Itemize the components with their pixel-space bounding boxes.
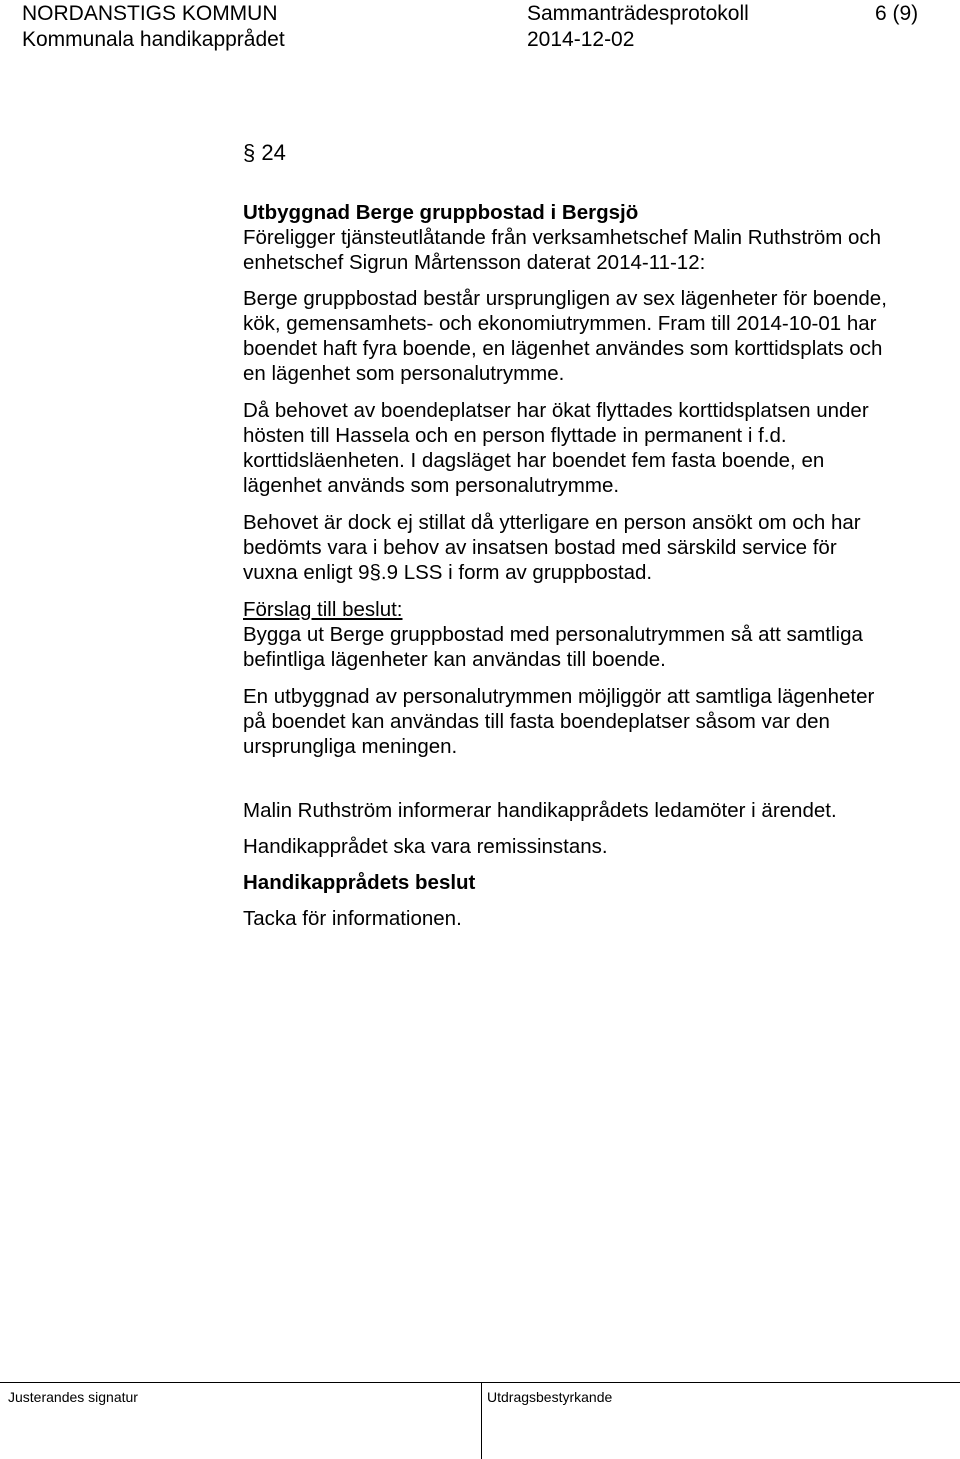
paragraph-line: hösten till Hassela och en person flyttade in permanent i f.d. [243,424,787,447]
paragraph-line: lägenhet används som personalutrymme. [243,474,620,497]
paragraph-line: en lägenhet som personalutrymme. [243,362,565,385]
section-title: Utbyggnad Berge gruppbostad i Bergsjö [243,201,639,224]
header-doc-type: Sammanträdesprotokoll [527,2,749,25]
paragraph-line: på boendet kan användas till fasta boendeplatser såsom var den [243,710,830,733]
paragraph-line: Berge gruppbostad består ursprungligen av sex lägenheter för boende, [243,287,887,310]
footer-certification-label: Utdragsbestyrkande [487,1389,613,1405]
paragraph-line: Då behovet av boendeplatser har ökat flyttades korttidsplatsen under [243,399,869,422]
paragraph-line: vuxna enligt 9§.9 LSS i form av gruppbostad. [243,561,653,584]
paragraph-line: ursprungliga meningen. [243,735,458,758]
proposal-line: befintliga lägenheter kan användas till boende. [243,648,666,671]
intro-line: enhetschef Sigrun Mårtensson daterat 2014-11-12: [243,251,706,274]
header-body-name: Kommunala handikapprådet [22,28,285,51]
section-number [243,140,286,166]
paragraph-line: Behovet är dock ej stillat då ytterligare en person ansökt om och har [243,511,861,534]
intro-line: Föreligger tjänsteutlåtande från verksamhetschef Malin Ruthström och [243,226,882,249]
section-sign: § [243,140,256,165]
proposal-heading: Förslag till beslut: [243,598,403,621]
paragraph-line: En utbyggnad av personalutrymmen möjliggör att samtliga lägenheter [243,685,875,708]
header-org: NORDANSTIGS KOMMUN [22,2,278,25]
paragraph-line: korttidsläenheten. I dagsläget har boendet fem fasta boende, en [243,449,825,472]
footer-rule [0,1382,960,1383]
paragraph-line: boendet haft fyra boende, en lägenhet användes som korttidsplats och [243,337,883,360]
section-number-value: 24 [261,140,286,165]
header-date: 2014-12-02 [527,28,635,51]
footer-divider [481,1382,482,1459]
decision-text: Tacka för informationen. [243,907,462,930]
proposal-line: Bygga ut Berge gruppbostad med personalutrymmen så att samtliga [243,623,863,646]
paragraph-line: kök, gemensamhets- och ekonomiutrymmen. Fram till 2014-10-01 har [243,312,877,335]
header-page-number: 6 (9) [875,2,919,25]
paragraph-line: bedömts vara i behov av insatsen bostad med särskild service för [243,536,837,559]
remiss-line: Handikapprådet ska vara remissinstans. [243,835,608,858]
footer-signature-label: Justerandes signatur [8,1389,138,1405]
decision-heading: Handikapprådets beslut [243,871,476,894]
info-line: Malin Ruthström informerar handikapprådets ledamöter i ärendet. [243,799,837,822]
